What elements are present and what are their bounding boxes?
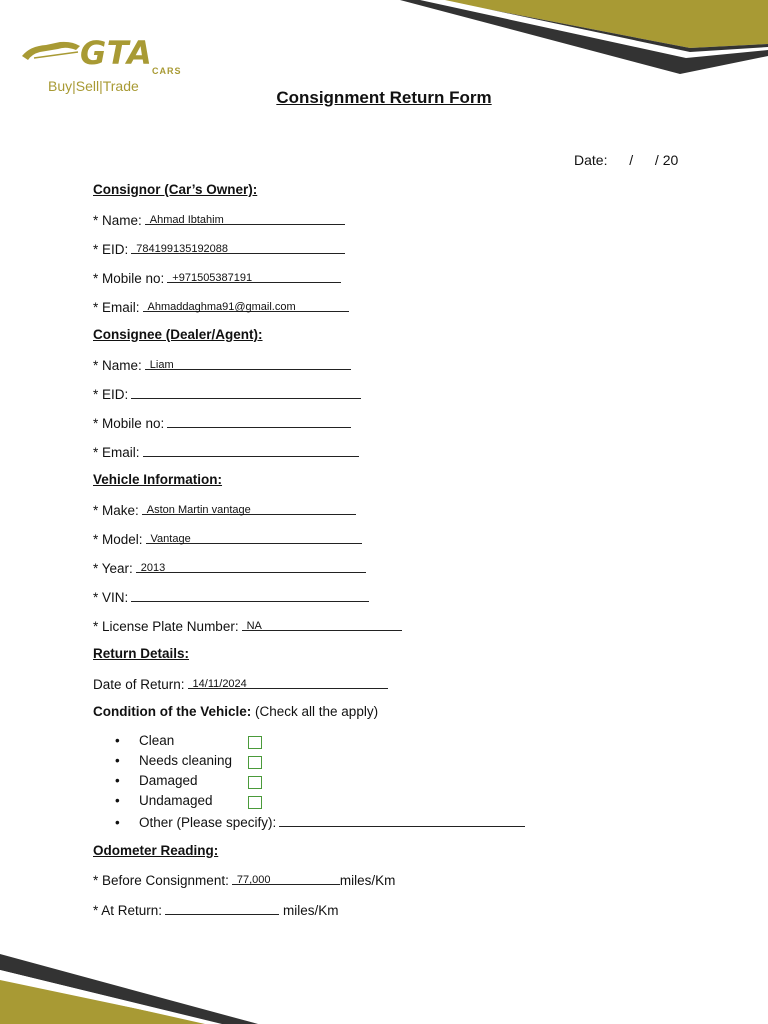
field-label: * Name: [93, 213, 142, 228]
consignor-name-row [93, 211, 345, 228]
field-value: 784199135192088 [136, 243, 229, 255]
vehicle-make-row [93, 501, 356, 518]
field-label: * Email: [93, 445, 140, 460]
bullet: • [115, 773, 120, 788]
consignor-mobile-field[interactable] [167, 269, 341, 283]
option-label: Damaged [139, 773, 198, 788]
condition-option-undamaged [115, 793, 249, 808]
field-label: * Email: [93, 300, 140, 315]
option-label: Needs cleaning [139, 753, 233, 768]
condition-option-clean [115, 733, 249, 748]
field-label: * Mobile no: [93, 271, 165, 286]
odometer-before-row [93, 871, 395, 888]
consignee-email-row [93, 443, 359, 460]
odometer-heading: Odometer Reading: [93, 843, 219, 858]
vehicle-year-row [93, 559, 366, 576]
bullet: • [115, 753, 120, 768]
return-date-row [93, 675, 388, 692]
field-value: Ahmaddaghma91@gmail.com [147, 301, 296, 313]
consignor-name-field[interactable] [145, 211, 345, 225]
consignee-mobile-row [93, 414, 351, 431]
consignor-eid-row [93, 240, 345, 257]
condition-option-damaged [115, 773, 249, 788]
field-value: NA [246, 620, 262, 632]
logo-brand: GTA [80, 34, 153, 72]
vehicle-vin-field[interactable] [131, 588, 369, 602]
return-heading: Return Details: [93, 646, 190, 661]
field-label: * Make: [93, 503, 139, 518]
field-label: * Year: [93, 561, 133, 576]
vehicle-year-field[interactable] [136, 559, 366, 573]
date-separator-1: / [629, 152, 634, 168]
vehicle-make-field[interactable] [142, 501, 356, 515]
consignee-email-field[interactable] [143, 443, 359, 457]
condition-note: (Check all the apply) [255, 704, 379, 719]
field-value: 2013 [140, 562, 166, 574]
date-line [574, 152, 678, 168]
consignee-name-row [93, 356, 351, 373]
vehicle-vin-row [93, 588, 369, 605]
field-value: 14/11/2024 [192, 678, 247, 690]
consignor-email-field[interactable] [143, 298, 349, 312]
damaged-checkbox[interactable] [248, 776, 262, 789]
date-label: Date: [574, 152, 608, 168]
undamaged-checkbox[interactable] [248, 796, 262, 809]
vehicle-plate-row [93, 617, 402, 634]
field-label: * License Plate Number: [93, 619, 239, 634]
bullet: • [115, 793, 120, 808]
bullet: • [115, 733, 120, 748]
return-date-field[interactable] [188, 675, 388, 689]
field-label: * EID: [93, 242, 129, 257]
condition-option-other [115, 813, 525, 830]
vehicle-model-field[interactable] [146, 530, 362, 544]
form-title: Consignment Return Form [276, 88, 492, 107]
field-value: 77,000 [236, 874, 271, 886]
option-label: Undamaged [139, 793, 213, 808]
field-value: Ahmad Ibtahim [149, 214, 224, 226]
field-label: Date of Return: [93, 677, 185, 692]
consignee-name-field[interactable] [145, 356, 351, 370]
vehicle-model-row [93, 530, 362, 547]
clean-checkbox[interactable] [248, 736, 262, 749]
consignor-eid-field[interactable] [131, 240, 345, 254]
odometer-after-field[interactable] [165, 901, 279, 915]
consignee-eid-row [93, 385, 361, 402]
condition-heading: Condition of the Vehicle: [93, 704, 252, 719]
option-label: Clean [139, 733, 175, 748]
unit-label: miles/Km [339, 873, 396, 888]
field-label: * EID: [93, 387, 129, 402]
field-value: Vantage [150, 533, 191, 545]
odometer-after-row [93, 901, 339, 918]
consignee-heading: Consignee (Dealer/Agent): [93, 327, 263, 342]
logo-tagline: Buy|Sell|Trade [48, 78, 139, 94]
needs-cleaning-checkbox[interactable] [248, 756, 262, 769]
consignor-mobile-row [93, 269, 341, 286]
consignor-email-row [93, 298, 349, 315]
field-value: Liam [149, 359, 174, 371]
field-label: * Before Consignment: [93, 873, 229, 888]
consignee-mobile-field[interactable] [167, 414, 351, 428]
date-separator-2: / 20 [654, 152, 679, 168]
logo-subtext: CARS [152, 66, 182, 76]
car-logo-icon [20, 36, 84, 66]
bullet: • [115, 815, 120, 830]
unit-label: miles/Km [283, 903, 339, 918]
field-value: Aston Martin vantage [146, 504, 251, 516]
field-label: * VIN: [93, 590, 129, 605]
field-label: * Model: [93, 532, 143, 547]
field-label: * At Return: [93, 903, 163, 918]
field-value: +971505387191 [172, 272, 253, 284]
odometer-before-field[interactable] [232, 871, 340, 885]
field-label: * Mobile no: [93, 416, 165, 431]
consignor-heading: Consignor (Car’s Owner): [93, 182, 258, 197]
other-specify-field[interactable] [279, 813, 525, 827]
vehicle-heading: Vehicle Information: [93, 472, 223, 487]
condition-heading-row [93, 704, 378, 719]
bottom-decorative-band [0, 940, 768, 1024]
consignee-eid-field[interactable] [131, 385, 361, 399]
field-label: * Name: [93, 358, 142, 373]
vehicle-plate-field[interactable] [242, 617, 402, 631]
condition-option-needs-cleaning [115, 753, 249, 768]
option-label: Other (Please specify): [139, 815, 277, 830]
